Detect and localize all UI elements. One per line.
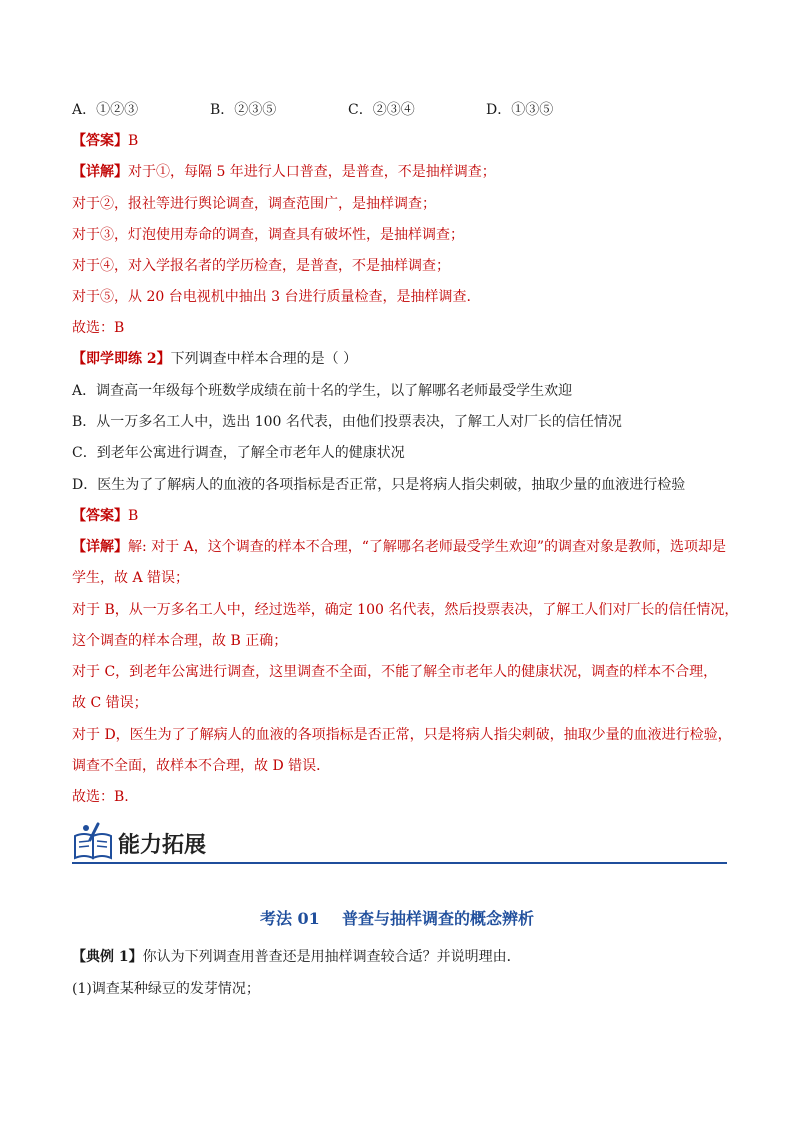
option-c: C．②③④ bbox=[348, 102, 415, 118]
answer-2-value: B bbox=[128, 508, 139, 524]
method-heading: 考法 01 普查与抽样调查的概念辨析 bbox=[259, 909, 535, 928]
example-1-tag: 【典例 1】 bbox=[72, 949, 143, 965]
detail-2-line-4: 对于 C，到老年公寓进行调查，这里调查不全面，不能了解全市老年人的健康状况，调查的样本不合理， bbox=[72, 664, 718, 680]
practice-2-tag: 【即学即练 2】 bbox=[72, 351, 171, 367]
practice-2-choice-b: B．从一万多名工人中，选出 100 名代表，由他们投票表决，了解工人对厂长的信任情况 bbox=[72, 414, 622, 430]
detail-2-line-5: 故 C 错误； bbox=[72, 695, 148, 711]
detail-1-text-0: 对于①，每隔 5 年进行人口普查，是普查，不是抽样调查； bbox=[128, 164, 496, 180]
detail-2-text-0: 解: 对于 A，这个调查的样本不合理，“了解哪名老师最受学生欢迎”的调查对象是教师，选项却是 bbox=[128, 539, 727, 555]
example-1-item-1: (1)调查某种绿豆的发芽情况； bbox=[72, 981, 260, 997]
detail-1-line-1: 对于②，报社等进行舆论调查，调查范围广，是抽样调查； bbox=[72, 196, 436, 212]
detail-1-line-3: 对于④，对入学报名者的学历检查，是普查，不是抽样调查； bbox=[72, 258, 450, 274]
section-header bbox=[72, 822, 727, 866]
section-rule bbox=[72, 862, 727, 864]
detail-1-tag: 【详解】 bbox=[72, 164, 128, 180]
book-icon bbox=[72, 822, 114, 862]
detail-1-line-2: 对于③，灯泡使用寿命的调查，调查具有破坏性，是抽样调查； bbox=[72, 227, 464, 243]
answer-2-tag: 【答案】 bbox=[72, 508, 128, 524]
answer-1 bbox=[72, 131, 727, 151]
option-b: B．②③⑤ bbox=[210, 102, 277, 118]
answer-1-tag: 【答案】 bbox=[72, 133, 128, 149]
detail-2-conclusion: 故选：B. bbox=[72, 789, 129, 805]
detail-2-line-6: 对于 D，医生为了了解病人的血液的各项指标是否正常，只是将病人指尖刺破，抽取少量的血液进行检验， bbox=[72, 727, 732, 743]
detail-2-tag: 【详解】 bbox=[72, 539, 128, 555]
option-d: D．①③⑤ bbox=[486, 102, 554, 118]
detail-1-line-4: 对于⑤，从 20 台电视机中抽出 3 台进行质量检查，是抽样调查. bbox=[72, 289, 471, 305]
detail-2-line-2: 对于 B，从一万多名工人中，经过选举，确定 100 名代表，然后投票表决，了解工人们对厂长的信任情况， bbox=[72, 602, 739, 618]
detail-2-line-0 bbox=[72, 537, 727, 557]
answer-2 bbox=[72, 506, 727, 526]
detail-2-line-7: 调查不全面，故样本不合理，故 D 错误． bbox=[72, 758, 331, 774]
example-1-text: 你认为下列调查用普查还是用抽样调查较合适？并说明理由． bbox=[142, 949, 521, 965]
section-title: 能力拓展 bbox=[118, 833, 207, 858]
example-1-question bbox=[72, 947, 727, 967]
detail-1-line-0 bbox=[72, 162, 727, 182]
option-a: A．①②③ bbox=[72, 102, 139, 118]
practice-2-choice-c: C．到老年公寓进行调查，了解全市老年人的健康状况 bbox=[72, 445, 405, 461]
practice-2-question bbox=[72, 349, 727, 369]
detail-1-conclusion: 故选：B bbox=[72, 320, 125, 336]
practice-2-choice-a: A．调查高一年级每个班数学成绩在前十名的学生，以了解哪名老师最受学生欢迎 bbox=[72, 383, 573, 399]
practice-2-text: 下列调查中样本合理的是（ ） bbox=[170, 351, 358, 367]
answer-1-value: B bbox=[128, 133, 139, 149]
practice-2-choice-d: D．医生为了了解病人的血液的各项指标是否正常，只是将病人指尖刺破，抽取少量的血液进行检验 bbox=[72, 477, 686, 493]
detail-2-line-3: 这个调查的样本合理，故 B 正确； bbox=[72, 633, 288, 649]
detail-2-line-1: 学生，故 A 错误； bbox=[72, 570, 190, 586]
